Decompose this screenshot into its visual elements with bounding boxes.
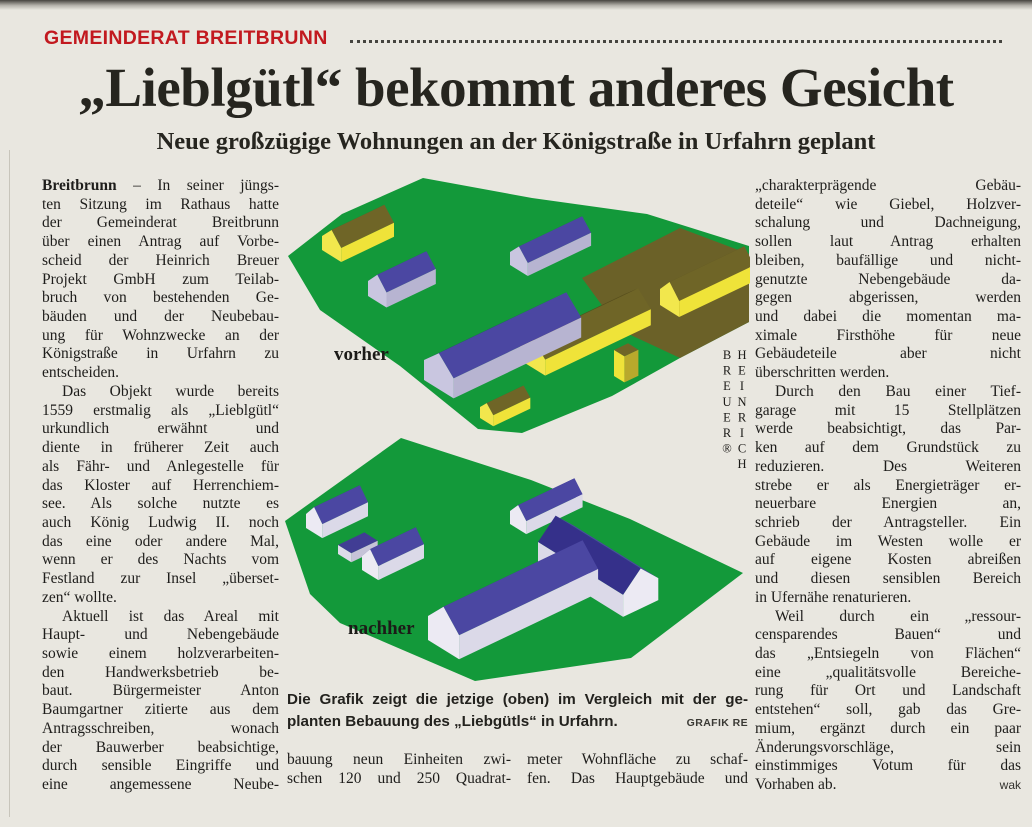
text-line: neuerbare Energien an, (755, 495, 1021, 513)
text-line: garage mit 15 Stellplätzen (755, 401, 1021, 419)
paragraph (755, 383, 1021, 608)
text-line: diente in früherer Zeit auch (42, 439, 279, 457)
text-line: see. Als solche nutzte es (42, 495, 279, 513)
text-line: das Kloster auf Herrenchiem- (42, 476, 279, 494)
article-column-bottom-a (287, 751, 511, 788)
text-line: ten Sitzung im Rathaus hatte (42, 195, 279, 213)
before-illustration (282, 170, 750, 450)
text-line: überschritten werden. (755, 364, 890, 382)
paragraph (42, 608, 279, 795)
graphic-credit: GRAFIK RE (686, 716, 748, 729)
text-line: das „Entsiegeln von Flächen“ (755, 644, 1021, 662)
text-line: Projekt GmbH zum Teilab- (42, 270, 279, 288)
text-line: bäuden und der Neubebau- (42, 308, 279, 326)
text-line: Gebäude im Westen wolle er (755, 532, 1021, 550)
text-line: Baumgartner zitierte aus dem (42, 701, 279, 719)
text-line: ken auf dem Grundstück zu (755, 439, 1021, 457)
paragraph (42, 177, 279, 383)
scan-edge-top (0, 0, 1032, 10)
text-line: sollen laut Antrag erhalten (755, 233, 1021, 251)
text-line: der Bauwerber beabsichtige, (42, 738, 279, 756)
text-line: schalung und Dachneigung, (755, 214, 1021, 232)
text-line: ximale Firsthöhe für neue (755, 326, 1021, 344)
text-line: Vorhaben ab. wak (755, 776, 1021, 793)
article-column-bottom-b (527, 751, 748, 788)
vertical-credit: HEINRICH BREUER® (720, 348, 749, 473)
text-line: 1559 erstmalig als „Lieblgütl“ (42, 401, 279, 419)
text-line: das eine oder andere Mal, (42, 532, 279, 550)
graphic-caption (287, 689, 748, 732)
text-line: reduzieren. Des Weiteren (755, 457, 1021, 475)
text-line: Das Objekt wurde bereits (62, 382, 279, 400)
text-line: bauung neun Einheiten zwi- (287, 751, 511, 768)
text-line: Breitbrunn – In seiner jüngs- (42, 177, 279, 194)
text-line: gegen abgerissen, werden (755, 289, 1021, 307)
text-line: wenn er des Nachts vom (42, 551, 279, 569)
caption-line: planten Bebauung des „Liebgütls“ in Urfahrn. GRAFIK RE (287, 711, 748, 733)
text-line: den Handwerksbetrieb be- (42, 663, 279, 681)
paragraph (287, 751, 511, 788)
text-line: bleiben, baufällige und nicht- (755, 251, 1021, 269)
text-line: Weil durch ein „ressour- (775, 607, 1021, 625)
before-label: vorher (334, 344, 389, 365)
text-line: Antragsschreiben, wonach (42, 719, 279, 737)
article-column-left (42, 177, 279, 795)
text-line: ung für Wohnzwecke an der (42, 326, 279, 344)
text-line: und dabei die momentan ma- (755, 308, 1021, 326)
text-line: mium, ergänzt durch ein paar (755, 719, 1021, 737)
text-line: Haupt- und Nebengebäude (42, 626, 279, 644)
text-line: bruch von bestehenden Ge- (42, 289, 279, 307)
paragraph (42, 383, 279, 608)
article-column-right (755, 177, 1021, 795)
text-line: baut. Bürgermeister Anton (42, 682, 279, 700)
text-line: entstehen“ soll, gab das Gre- (755, 701, 1021, 719)
text-line: „charakterprägende Gebäu- (755, 177, 1021, 194)
text-line: rung für Ort und Landschaft (755, 682, 1021, 700)
text-line: urkundlich erwähnt und (42, 420, 279, 438)
paragraph (755, 177, 1021, 383)
text-line: als Fähr- und Anlegestelle für (42, 457, 279, 475)
text-line: entscheiden. (42, 364, 120, 382)
text-line: einstimmiges Votum für das (755, 757, 1021, 775)
text-line: genutzte Nebengebäude da- (755, 270, 1021, 288)
text-line: Festland zur Insel „überset- (42, 570, 279, 588)
text-line: Änderungsvorschläge, sein (755, 738, 1021, 756)
caption-line: Die Grafik zeigt die jetzige (oben) im Vergleich mit der ge- (287, 691, 748, 708)
text-line: werde beabsichtigt, das Par- (755, 420, 1021, 438)
text-line: strebe er als Energieträger er- (755, 476, 1021, 494)
text-line: auf eigene Kosten abreißen (755, 551, 1021, 569)
text-line: der Gemeinderat Breitbrunn (42, 214, 279, 232)
author-initials: wak (999, 778, 1021, 792)
text-line: Königstraße in Urfahrn zu (42, 345, 279, 363)
text-line: durch sensible Eingriffe und (42, 757, 279, 775)
text-line: censparendes Bauen“ und (755, 626, 1021, 644)
section-kicker: GEMEINDERAT BREITBRUNN (44, 27, 328, 49)
text-line: scheid der Heinrich Breuer (42, 251, 279, 269)
paragraph (527, 751, 748, 788)
text-line: sowie einem holzverarbeiten- (42, 644, 279, 662)
text-line: Aktuell ist das Areal mit (62, 607, 279, 625)
paragraph (755, 608, 1021, 795)
text-line: eine „qualitätsvolle Bereiche- (755, 663, 1021, 681)
text-line: und diesen sensiblen Bereich (755, 570, 1021, 588)
text-line: schrieb der Antragsteller. Ein (755, 513, 1021, 531)
after-label: nachher (348, 618, 415, 639)
dotted-rule (350, 40, 1002, 43)
text-line: schen 120 und 250 Quadrat- (287, 769, 511, 787)
subheadline: Neue großzügige Wohnungen an der Königstraße in Urfahrn geplant (156, 128, 876, 155)
text-line: eine angemessene Neube- (42, 776, 279, 793)
text-line: fen. Das Hauptgebäude und (527, 769, 748, 787)
text-line: in Ufernähe renaturieren. (755, 588, 912, 606)
scan-edge-left (9, 150, 10, 817)
text-line: Gebäudeteile aber nicht (755, 345, 1021, 363)
text-line: meter Wohnfläche zu schaf- (527, 751, 748, 768)
after-illustration (280, 424, 754, 690)
text-line: Durch den Bau einer Tief- (775, 382, 1021, 400)
text-line: auch König Ludwig II. noch (42, 513, 279, 531)
text-line: über einen Antrag auf Vorbe- (42, 233, 279, 251)
text-line: deteile“ wie Giebel, Holzver- (755, 195, 1021, 213)
text-line: zen“ wollte. (42, 588, 117, 606)
headline: „Lieblgütl“ bekommt anderes Gesicht (78, 57, 954, 118)
